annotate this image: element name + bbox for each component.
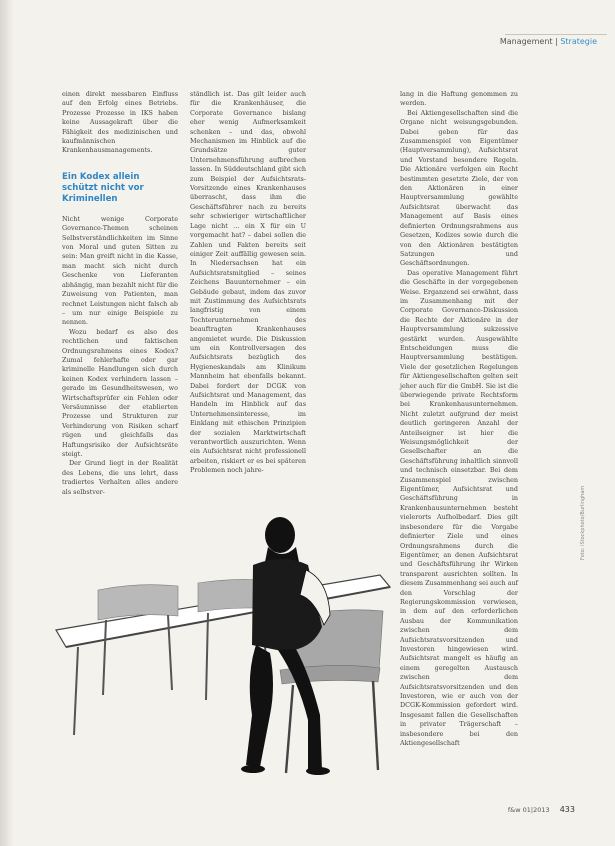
paragraph: Bei Aktiengesellschaften sind die Organe nicht weisungsgebunden. Dabei geben für das Zusammenspiel von Eigentümer (Hauptversammlung), Aufsichtsrat und Vorstand besondere Regeln. Die Aktionäre verfolgen ein Recht bestimmten gesetzte Ziele, der von den Aktionären in einer Hauptversammlung gewählte Aufsichtsrat überwacht das Management auf Basis eines definierten Ordnungsrahmens aus Gesetzen, Kodizes sowie durch die von den Aktionären bestätigten Satzungen und Geschäftsordnungen. (400, 108, 518, 268)
section-divider: | (552, 37, 561, 46)
page-footer (508, 805, 575, 814)
boardroom-illustration (48, 325, 393, 780)
photo-credit: Foto: iStockphoto/Burlingham (580, 485, 586, 560)
chair-leg (74, 647, 78, 735)
paragraph: Wozu bedarf es also des rechtlichen und faktischen Ordnungsrahmens eines Kodex? Zumal fehlerhafte oder gar kriminelle Handlungen sich durch keinen Kodex verhindern lassen – gerade im Gesundheitswesen, wo Wirtschaftsprüfer ein Fehlen oder Versäumnisse der etablierten Prozesse und Strukturen zur Verhinderung von Risiken scharf rügen und gleichfalls das Haftungsrisiko der Aufsichtsräte steigt. (62, 327, 178, 458)
running-head (500, 37, 597, 46)
paragraph: einen direkt messbaren Einfluss auf den Erfolg eines Betriebs. Prozesse Prozesse in IKS haben keine Aussagekraft über die Fähigkeit des medizinischen und kaufmännischen Krankenhausmanagements. (62, 90, 178, 155)
paragraph: Der Grund liegt in der Realität des Lebens, die uns lehrt, dass tradiertes Verhalten alles andere als selbstver- (62, 459, 178, 496)
paragraph: ständlich ist. Das gilt leider auch für die Krankenhäuser, die Corporate Governance bislang eher wenig Aufmerksamkeit schenken – und das, obwohl Mechanismen im Hinblick auf die Grundsätze guter Unternehmensführung aufbrechen lassen. In Süddeutschland gibt sich zum Beispiel der Aufsichtsrats-Vorsitzende eines Krankenhauses überrascht, dass ihm die Geschäftsführer nach zu bereits sehr schwieriger wirtschaftlicher Lage nicht … ein X für ein U vorgemacht hat? – dabei sollen die Zahlen und Fakten bereits seit einiger Zeit auffällig gewesen sein. In Niedersachsen hat ein Aufsichtsratsmitglied – seines Zeichens Bauunternehmer – ein Gebäude gebaut, indem das zuvor mit Zustimmung des Aufsichtsrats langfristig von einem Tochterunternehmen des beauftragten Krankenhauses angemietet wurde. Die Diskussion um ein Kontrollversagen des Aufsichtsrats bezüglich des Hygieneskandals am Klinikum Mannheim hat ebenfalls bekannt. Dabei fordert der DCGK von Aufsichtsrat und Management, das Handeln im Hinblick auf das Unternehmensinteresse, im Einklang mit ethischen Prinzipien der sozialen Marktwirtschaft verantwortlich auszurichten. Wenn ein Aufsichtsrat nicht professionell arbeiten, riskiert er es bei späteren Problemen noch jahre- (190, 90, 306, 475)
section-label: Management (499, 37, 553, 46)
paragraph: lang in die Haftung genommen zu werden. (400, 90, 518, 108)
subsection-label: Strategie (560, 37, 597, 46)
subheading: Ein Kodex allein schützt nicht vor Kriminellen (62, 171, 144, 204)
header-rule (505, 34, 607, 35)
text-column-3 (400, 90, 518, 748)
page-gutter-shadow (0, 0, 14, 846)
page-number: 433 (559, 805, 575, 814)
paragraph: Das operative Management führt die Geschäfte in der vorgegebenen Weise. Erganzend sei erwähnt, dass im Zusammenhang mit der Corporate Governance-Diskussion die Rechte der Aktionäre in der Hauptversammlung sukzessive gestärkt wurden. Ausgewählte Entscheidungen muss die Hauptversammlung bestätigen. Viele der gesetzlichen Regelungen für Aktiengesellschaften gelten seit jeher auch für die GmbH. Sie ist die überwiegende private Rechtsform bei Krankenhausunternehmen. Nicht zuletzt aufgrund der meist deutlich geringeren Anzahl der Anteilseigner ist hier die Weisungsmöglichkeit der Gesellschafter an die Geschäftsführung inhaltlich sinnvoll und technisch einsetzbar. Bei dem Zusammenspiel zwischen Eigentümer, Aufsichtsrat und Geschäftsführung in Krankenhausunternehmen besteht vielerorts Aufholbedarf. Dies gilt insbesondere für die Vorgabe definierter Ziele und eines Ordnungsrahmens durch die Eigentümer, an denen Aufsichtsrat und Geschäftsführung ihr Wirken transparent ausrichten sollten. In diesem Zusammenhang sei auch auf den Vorschlag der Regierungskommission verwiesen, in dem auf den erforderlichen Ausbau der Kommunikation zwischen dem Aufsichtsratsvorsitzenden und Investoren hingewiesen wird. Aufsichtsrat mangelt es häufig an einem geregelten Austausch zwischen dem Aufsichtsratsvorsitzenden und den Investoren, wie er auch von der DCGK-Kommission gefordert wird. Insgesamt fallen die Gesellschaften in privater Trägerschaft – insbesondere bei den Aktiengesellschaft (400, 268, 518, 748)
paragraph: Nicht wenige Corporate Governance-Themen scheinen Selbstverständlichkeiten im Sinne von Moral und guten Sitten zu sein: Man greift nicht in die Kasse, man macht sich nicht durch Geschenke von Lieferanten abhängig, man bezahlt nicht für die Zuweisung von Patienten, man rechnet Leistungen nicht falsch ab – um nur einige Beispiele zu nennen. (62, 214, 178, 327)
magazine-issue: f&w 01|2013 (507, 806, 550, 814)
